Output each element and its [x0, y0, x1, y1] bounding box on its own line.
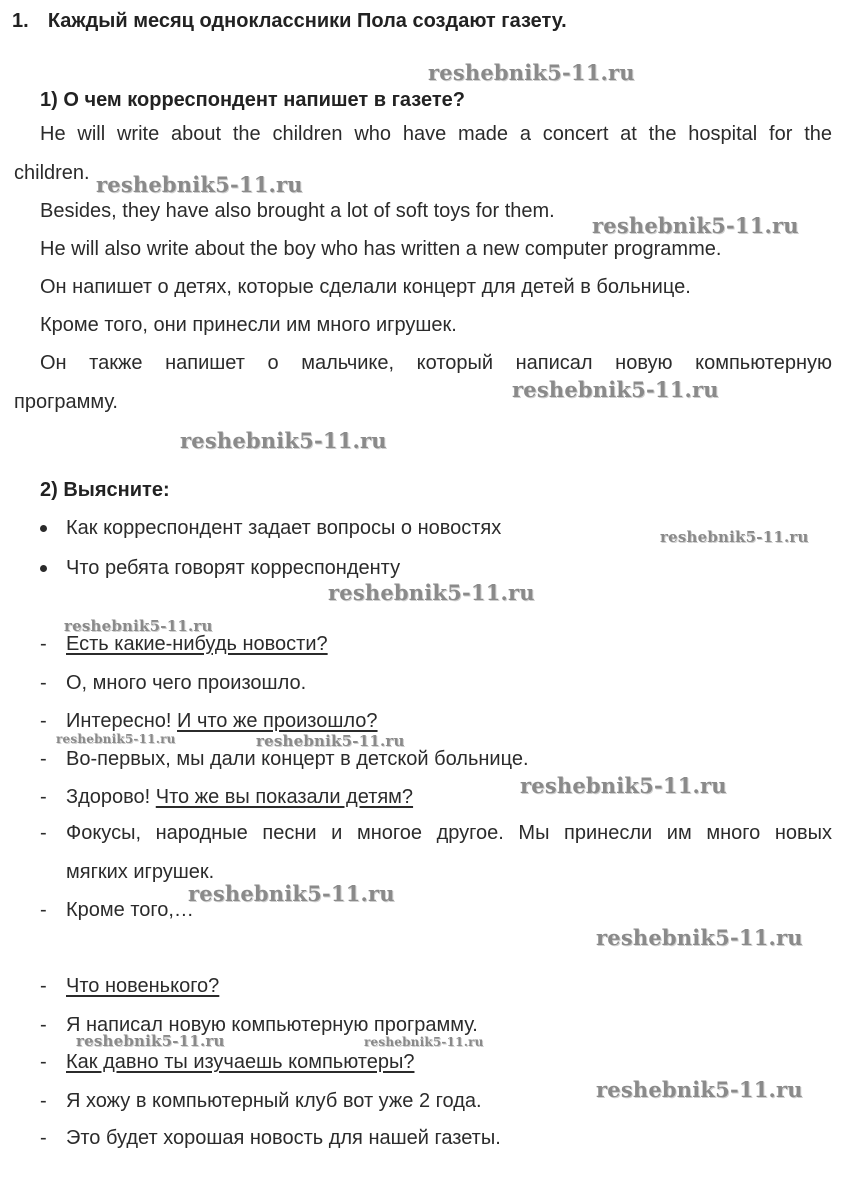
- dash-marker: -: [40, 822, 47, 844]
- bullet-text: Как корреспондент задает вопросы о новостях: [66, 517, 502, 539]
- dialogue-line: [40, 747, 529, 771]
- dialogue-line: [40, 671, 306, 695]
- bullet-dot-icon: [40, 525, 47, 532]
- dialogue-answer: Я хожу в компьютерный клуб вот уже 2 года.: [66, 1090, 482, 1112]
- watermark: reshebnik5-11.ru: [596, 1077, 803, 1102]
- dialogue-line: [40, 709, 378, 733]
- dialogue-line: [40, 1126, 501, 1150]
- dialogue-question: Что же вы показали детям?: [155, 786, 414, 808]
- dialogue-line: [40, 632, 328, 656]
- dialogue-line: [40, 898, 194, 922]
- watermark: reshebnik5-11.ru: [596, 925, 803, 950]
- dash-marker: -: [40, 710, 47, 732]
- dialogue-line: [40, 1050, 414, 1074]
- dialogue-answer-continued: мягких игрушек.: [66, 861, 215, 883]
- bullet-item: [40, 556, 400, 580]
- dialogue-answer: Я написал новую компьютерную программу.: [66, 1014, 478, 1036]
- watermark: reshebnik5-11.ru: [56, 732, 176, 746]
- dialogue-answer: Это будет хорошая новость для нашей газеты.: [66, 1127, 501, 1149]
- dash-marker: -: [40, 975, 47, 997]
- dialogue-line: [40, 1089, 482, 1113]
- dash-marker: -: [40, 633, 47, 655]
- dash-marker: -: [40, 748, 47, 770]
- dialogue-line: [40, 974, 219, 998]
- bullet-text: Что ребята говорят корреспонденту: [66, 557, 401, 579]
- dialogue-answer: Во-первых, мы дали концерт в детской больнице.: [66, 748, 529, 770]
- question-2-title: 2) Выясните:: [40, 479, 170, 501]
- page-heading: [12, 10, 567, 33]
- dash-marker: -: [40, 1127, 47, 1149]
- watermark: reshebnik5-11.ru: [592, 213, 799, 238]
- bullet-item: [40, 516, 501, 540]
- dialogue-line: [40, 785, 413, 809]
- bullet-dot-icon: [40, 565, 47, 572]
- answer-ru-line-1: Он напишет о детях, которые сделали концерт для детей в больнице.: [40, 276, 691, 298]
- watermark: reshebnik5-11.ru: [64, 617, 213, 635]
- watermark: reshebnik5-11.ru: [188, 881, 395, 906]
- dialogue-question: Есть какие-нибудь новости?: [66, 633, 328, 655]
- dialogue-answer: О, много чего произошло.: [66, 672, 307, 694]
- dash-marker: -: [40, 1090, 47, 1112]
- watermark: reshebnik5-11.ru: [364, 1035, 484, 1049]
- answer-en-line-1: He will write about the children who have made a concert at the hospital for the: [40, 123, 832, 145]
- question-1-title: 1) О чем корреспондент напишет в газете?: [40, 89, 465, 111]
- dialogue-question: Как давно ты изучаешь компьютеры?: [66, 1051, 415, 1073]
- answer-ru-line-2: Кроме того, они принесли им много игрушек.: [40, 314, 457, 336]
- watermark: reshebnik5-11.ru: [256, 732, 405, 750]
- heading-number: 1.: [12, 10, 29, 32]
- dash-marker: -: [40, 786, 47, 808]
- dialogue-text: Здорово!: [66, 786, 156, 808]
- watermark: reshebnik5-11.ru: [96, 172, 303, 197]
- dash-marker: -: [40, 1014, 47, 1036]
- dialogue-text: Интересно!: [66, 710, 178, 732]
- answer-ru-line-3-end: программу.: [14, 391, 118, 413]
- answer-en-line-2: Besides, they have also brought a lot of soft toys for them.: [40, 200, 555, 222]
- answer-en-line-3: He will also write about the boy who has written a new computer programme.: [40, 238, 722, 260]
- dash-marker: -: [40, 672, 47, 694]
- dialogue-question: Что новенького?: [66, 975, 220, 997]
- watermark: reshebnik5-11.ru: [76, 1032, 225, 1050]
- watermark: reshebnik5-11.ru: [328, 580, 535, 605]
- watermark: reshebnik5-11.ru: [428, 60, 635, 85]
- answer-ru-line-3: Он также напишет о мальчике, который написал новую компьютерную: [40, 352, 832, 374]
- dialogue-line: [40, 821, 832, 845]
- dash-marker: -: [40, 899, 47, 921]
- dialogue-answer: Кроме того,…: [66, 899, 194, 921]
- watermark: reshebnik5-11.ru: [512, 377, 719, 402]
- answer-en-line-1-end: children.: [14, 162, 90, 184]
- dialogue-answer: Фокусы, народные песни и многое другое. Мы принесли им много новых: [66, 822, 832, 844]
- watermark: reshebnik5-11.ru: [660, 528, 809, 546]
- watermark: reshebnik5-11.ru: [520, 773, 727, 798]
- dialogue-question: И что же произошло?: [177, 710, 378, 732]
- dash-marker: -: [40, 1051, 47, 1073]
- watermark: reshebnik5-11.ru: [180, 428, 387, 453]
- heading-text: Каждый месяц одноклассники Пола создают газету.: [47, 10, 567, 32]
